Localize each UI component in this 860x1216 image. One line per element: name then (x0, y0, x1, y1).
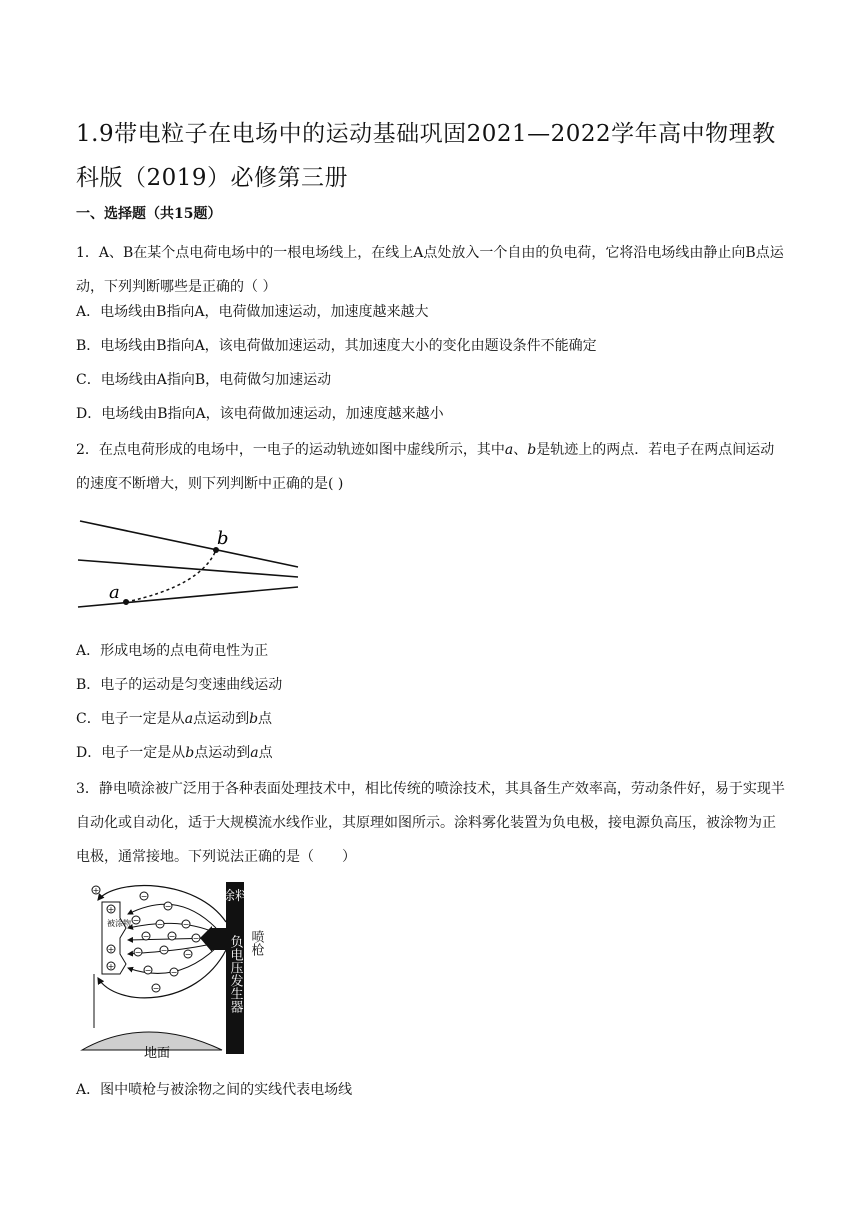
paint-label (222, 888, 248, 904)
svg-text:−: − (132, 916, 140, 925)
svg-text:−: − (140, 892, 148, 901)
object-label: 被涂物 (107, 919, 131, 928)
field-line-1 (80, 521, 298, 567)
svg-text:+: + (107, 945, 115, 954)
q1-option-b: B．电场线由B指向A，该电荷做加速运动，其加速度大小的变化由题设条件不能确定 (76, 338, 597, 354)
svg-text:−: − (168, 932, 176, 941)
q1-option-c: C．电场线由A指向B，电荷做匀加速运动 (76, 372, 332, 388)
svg-text:−: − (192, 934, 200, 943)
svg-text:−: − (134, 948, 142, 957)
svg-text:−: − (170, 968, 178, 977)
svg-text:+: + (107, 905, 115, 914)
generator-label (228, 935, 244, 1014)
point-a (123, 599, 129, 605)
q2-option-d: D．电子一定是从b点运动到a点 (76, 745, 273, 761)
svg-text:−: − (164, 902, 172, 911)
q2-option-b: B．电子的运动是匀变速曲线运动 (76, 677, 283, 693)
q2-stem: 2．在点电荷形成的电场中，一电子的运动轨迹如图中虚线所示，其中a、b是轨迹上的两点．若电子在两点间运动的速度不断增大，则下列判断中正确的是( ) (76, 442, 775, 492)
trajectory-dashed (126, 550, 216, 602)
section-heading: 一、选择题（共15题） (76, 206, 222, 222)
svg-text:负电压发生器: 负电压发生器 (227, 935, 243, 1013)
label-a: a (109, 582, 120, 603)
spray-gun-tip (200, 926, 212, 952)
field-line-2 (78, 560, 298, 577)
q2-figure (76, 514, 302, 614)
svg-text:喷枪: 喷枪 (248, 930, 264, 956)
svg-text:−: − (142, 932, 150, 941)
spray-gun-nozzle (212, 928, 226, 950)
q3-figure (76, 878, 272, 1058)
gun-label (249, 929, 265, 956)
q1-option-d: D．电场线由B指向A，该电荷做加速运动，加速度越来越小 (76, 406, 444, 422)
q3-stem: 3．静电喷涂被广泛用于各种表面处理技术中，相比传统的喷涂技术，其具备生产效率高，劳动条件好，易于实现半自动化或自动化，适于大规模流水线作业，其原理如图所示。涂料雾化装置为负电极，接电源负高压，被涂物为正电极，通常接地。下列说法正确的是（ ） (76, 781, 785, 865)
ground-label: 地面 (144, 1046, 171, 1058)
svg-text:−: − (144, 966, 152, 975)
q2-option-c: C．电子一定是从a点运动到b点 (76, 711, 273, 727)
q3-option-a: A．图中喷枪与被涂物之间的实线代表电场线 (76, 1082, 353, 1098)
page-title: 1.9带电粒子在电场中的运动基础巩固2021—2022学年高中物理教科版（2019）必修第三册 (76, 121, 776, 191)
svg-text:+: + (107, 962, 115, 971)
svg-text:−: − (160, 946, 168, 955)
q1-option-a: A．电场线由B指向A，电荷做加速运动，加速度越来越大 (76, 304, 429, 320)
svg-text:涂料: 涂料 (221, 889, 249, 904)
svg-text:+: + (92, 886, 100, 895)
svg-text:−: − (182, 920, 190, 929)
svg-text:−: − (184, 950, 192, 959)
label-b: b (217, 528, 229, 549)
q2-option-a: A．形成电场的点电荷电性为正 (76, 643, 269, 659)
svg-text:−: − (152, 984, 160, 993)
svg-text:−: − (156, 920, 164, 929)
q1-stem: 1．A、B在某个点电荷电场中的一根电场线上，在线上A点处放入一个自由的负电荷，它将沿电场线由静止向B点运动，下列判断哪些是正确的（ ） (76, 245, 784, 295)
